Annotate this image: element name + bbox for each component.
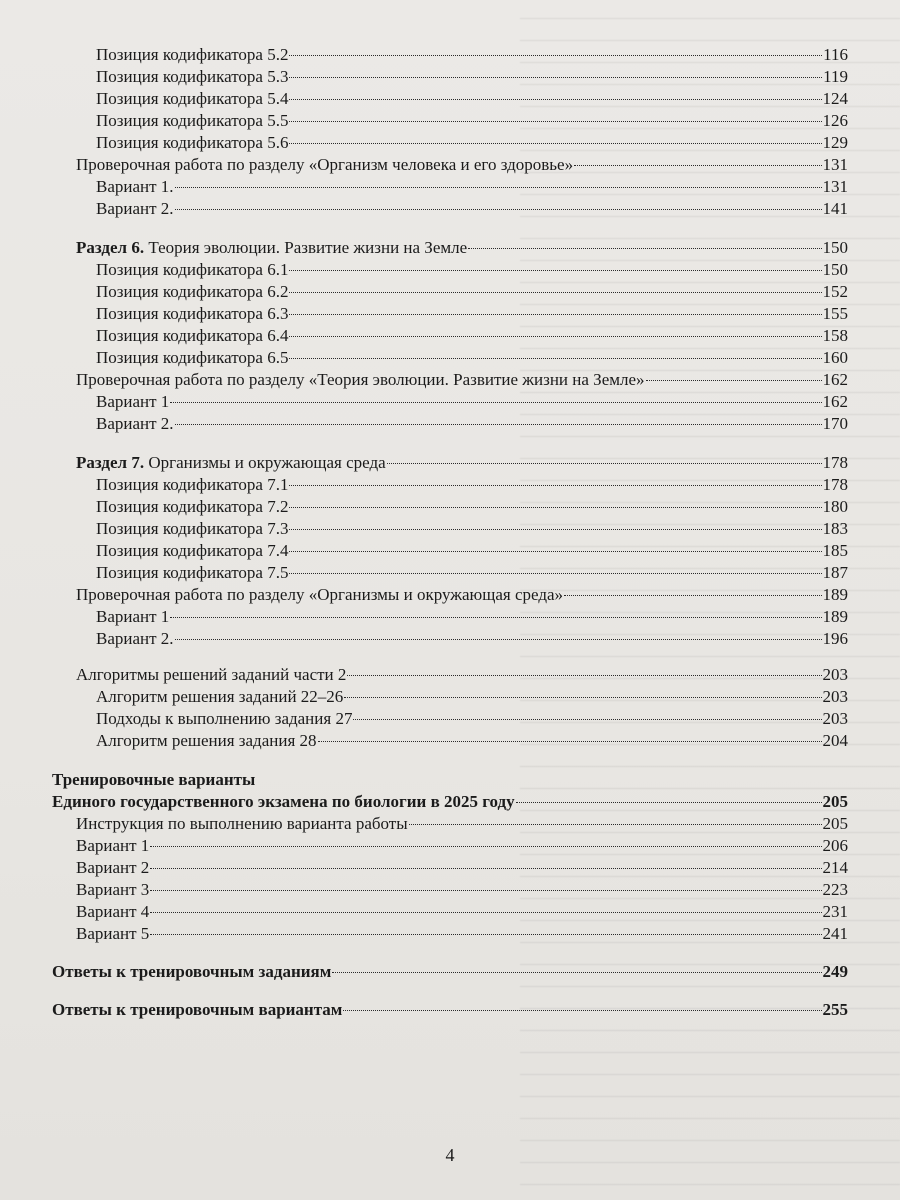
toc-entry-label: Проверочная работа по разделу «Теория эволюции. Развитие жизни на Земле» [76,370,645,389]
toc-page-number: 214 [822,858,848,877]
toc-entry[interactable] [76,584,848,606]
toc-entry[interactable] [96,413,848,435]
dot-leader [318,741,822,742]
toc-page-number: 141 [822,199,848,218]
dot-leader [574,165,821,166]
toc-entry-label: Позиция кодификатора 6.1 [96,260,289,279]
toc-entry[interactable] [96,303,848,325]
dot-leader [289,529,821,530]
toc-page-number: 131 [822,155,848,174]
toc-entry-label: Вариант 2. [96,629,174,648]
dot-leader [289,55,822,56]
toc-page-number: 189 [822,607,848,626]
page-number: 4 [445,1145,455,1165]
toc-entry-label: Вариант 1 [96,607,170,626]
toc-page-number: 162 [822,392,848,411]
dot-leader [289,358,821,359]
toc-entry[interactable] [76,901,848,923]
toc-entry-label: Проверочная работа по разделу «Организмы и окружающая среда» [76,585,564,604]
toc-entry-label: Вариант 2 [76,858,150,877]
section-title: Теория эволюции. Развитие жизни на Земле [144,238,468,257]
toc-entry-label: Вариант 1. [96,177,174,196]
toc-entry[interactable] [96,44,848,66]
toc-heading: Тренировочные варианты [52,770,256,789]
toc-page-number: 180 [822,497,848,516]
toc-entry-label: Алгоритм решения заданий 22–26 [96,687,344,706]
toc-entry-label: Позиция кодификатора 7.5 [96,563,289,582]
toc-entry[interactable] [76,664,848,686]
toc-page-number: 187 [822,563,848,582]
toc-entry-label: Позиция кодификатора 5.5 [96,111,289,130]
toc-entry[interactable] [96,66,848,88]
dot-leader [387,463,822,464]
toc-entry-label: Подходы к выполнению задания 27 [96,709,353,728]
toc-entry[interactable] [96,606,848,628]
toc-entry[interactable] [52,791,848,813]
dot-leader [564,595,821,596]
toc-entry[interactable] [96,474,848,496]
toc-entry-label: Позиция кодификатора 7.3 [96,519,289,538]
dot-leader [289,77,822,78]
toc-entry[interactable] [96,518,848,540]
toc-entry[interactable] [76,879,848,901]
toc-page-number: 160 [822,348,848,367]
toc-entry[interactable] [96,708,848,730]
toc-entry[interactable] [96,686,848,708]
dot-leader [175,209,822,210]
toc-entry-label: Вариант 3 [76,880,150,899]
toc-entry[interactable] [96,347,848,369]
toc-entry-label: Проверочная работа по разделу «Организм человека и его здоровье» [76,155,574,174]
dot-leader [289,573,821,574]
toc-page-number: 203 [822,687,848,706]
toc-page-number: 155 [822,304,848,323]
toc-entry-label: Ответы к тренировочным вариантам [52,1000,343,1019]
toc-page-number: 241 [822,924,848,943]
toc-entry-label: Позиция кодификатора 7.1 [96,475,289,494]
toc-entry-label: Вариант 4 [76,902,150,921]
dot-leader [289,292,821,293]
toc-entry-label: Позиция кодификатора 5.4 [96,89,289,108]
toc-entry-label: Позиция кодификатора 7.2 [96,497,289,516]
dot-leader [289,485,821,486]
dot-leader [150,912,821,913]
dot-leader [289,507,821,508]
toc-entry[interactable] [96,628,848,650]
toc-page-number: 170 [822,414,848,433]
toc-entry[interactable] [76,369,848,391]
toc-page-number: 129 [822,133,848,152]
toc-page-number: 183 [822,519,848,538]
dot-leader [347,675,821,676]
dot-leader [332,972,821,973]
dot-leader [289,270,821,271]
toc-entry-label: Позиция кодификатора 5.3 [96,67,289,86]
toc-entry-label: Алгоритм решения задания 28 [96,731,317,750]
dot-leader [289,99,821,100]
toc-entry[interactable] [76,835,848,857]
toc-page-number: 204 [822,731,848,750]
toc-entry-label: Позиция кодификатора 5.6 [96,133,289,152]
dot-leader [289,336,821,337]
toc-page-number: 116 [823,45,848,64]
toc-entry-label: Позиция кодификатора 7.4 [96,541,289,560]
dot-leader [343,1010,821,1011]
toc-entry[interactable] [52,999,848,1021]
toc-page-number: 178 [822,475,848,494]
toc-page-number: 162 [822,370,848,389]
toc-page-number: 231 [822,902,848,921]
toc-entry-label: Вариант 1 [96,392,170,411]
toc-entry-label: Позиция кодификатора 6.3 [96,304,289,323]
toc-page-number: 150 [822,260,848,279]
toc-entry-label: Позиция кодификатора 5.2 [96,45,289,64]
toc-page-number: 249 [822,962,848,981]
toc-entry[interactable] [96,132,848,154]
toc-entry[interactable] [96,730,848,752]
toc-entry-label: Вариант 2. [96,199,174,218]
toc-page-number: 124 [822,89,848,108]
section-number: Раздел 6. [76,238,145,257]
toc-page-number: 223 [822,880,848,899]
toc-entry[interactable] [96,540,848,562]
toc-entry[interactable] [96,325,848,347]
dot-leader [646,380,822,381]
dot-leader [150,934,821,935]
toc-entry[interactable] [96,281,848,303]
dot-leader [175,187,822,188]
dot-leader [344,697,821,698]
dot-leader [150,890,821,891]
dot-leader [175,424,822,425]
toc-entry[interactable] [96,259,848,281]
toc-entry-label: Позиция кодификатора 6.2 [96,282,289,301]
toc-entry[interactable] [52,961,848,983]
section-number: Раздел 7. [76,453,145,472]
toc-entry-label: Позиция кодификатора 6.4 [96,326,289,345]
dot-leader [150,868,821,869]
dot-leader [289,143,821,144]
toc-entry-label: Вариант 5 [76,924,150,943]
toc-entry[interactable] [96,198,848,220]
toc-page-number: 131 [822,177,848,196]
toc-entry[interactable] [76,813,848,835]
dot-leader [516,802,822,803]
toc-page-number: 206 [822,836,848,855]
toc-entry-label [76,237,467,259]
toc-page-number: 150 [822,238,848,257]
section-title: Организмы и окружающая среда [144,453,386,472]
toc-page-number: 185 [822,541,848,560]
toc-entry-label: Инструкция по выполнению варианта работы [76,814,408,833]
dot-leader [353,719,821,720]
dot-leader [170,402,821,403]
toc-page-number: 126 [822,111,848,130]
dot-leader [175,639,822,640]
toc-entry-label: Ответы к тренировочным заданиям [52,962,332,981]
dot-leader [289,314,821,315]
toc-entry[interactable] [76,154,848,176]
toc-entry[interactable] [96,88,848,110]
toc-page-number: 255 [822,1000,848,1019]
toc-entry[interactable] [76,452,848,474]
dot-leader [150,846,821,847]
toc-page-number: 205 [822,814,848,833]
toc-page-number: 152 [822,282,848,301]
dot-leader [170,617,821,618]
toc-entry-label: Вариант 2. [96,414,174,433]
toc-entry-label: Позиция кодификатора 6.5 [96,348,289,367]
toc-entry[interactable] [76,923,848,945]
toc-page-number: 203 [822,709,848,728]
toc-entry[interactable] [96,562,848,584]
toc-entry-label: Алгоритмы решений заданий части 2 [76,665,347,684]
dot-leader [289,121,821,122]
toc-page-number: 196 [822,629,848,648]
toc-page-number: 203 [822,665,848,684]
toc-entry[interactable] [96,176,848,198]
toc-entry[interactable] [76,857,848,879]
toc-entry[interactable] [76,237,848,259]
toc-entry[interactable] [96,496,848,518]
toc-page-number: 119 [823,67,848,86]
toc-page-number: 158 [822,326,848,345]
toc-page-number: 178 [822,453,848,472]
dot-leader [409,824,822,825]
dot-leader [468,248,821,249]
toc-entry-label: Единого государственного экзамена по биологии в 2025 году [52,792,515,811]
toc-entry-label [76,452,386,474]
toc-entry-label: Вариант 1 [76,836,150,855]
toc-entry[interactable] [96,391,848,413]
toc-page-number: 205 [822,792,848,811]
dot-leader [289,551,821,552]
toc-entry[interactable] [96,110,848,132]
toc-page-number: 189 [822,585,848,604]
